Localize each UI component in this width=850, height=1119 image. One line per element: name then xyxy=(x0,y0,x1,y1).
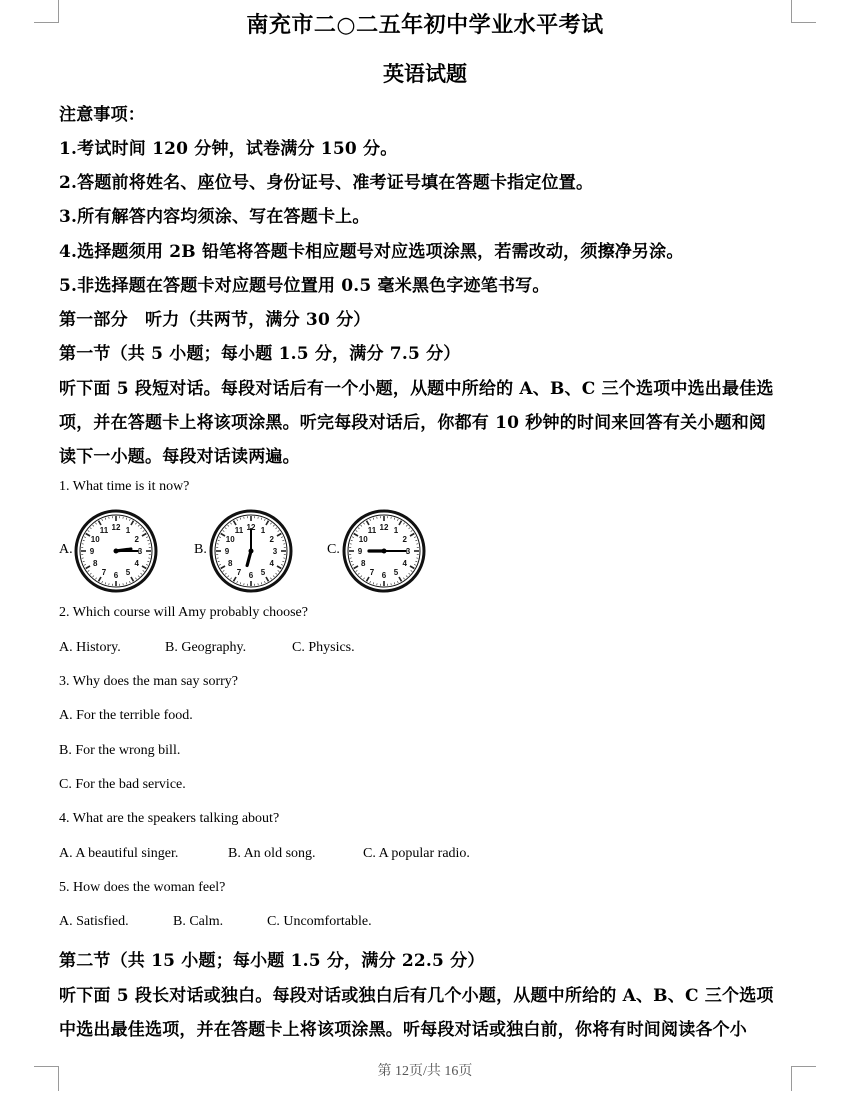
svg-text:5: 5 xyxy=(393,567,399,577)
notice-item: 1.考试时间 120 分钟，试卷满分 150 分。 xyxy=(59,139,398,159)
clock-option-label: B. xyxy=(194,542,207,557)
svg-text:3: 3 xyxy=(272,547,278,556)
svg-text:10: 10 xyxy=(358,535,368,544)
svg-text:3: 3 xyxy=(405,547,411,556)
svg-text:1: 1 xyxy=(260,526,266,536)
option-c: C. Physics. xyxy=(292,640,355,655)
svg-text:2: 2 xyxy=(269,535,275,544)
section2-instruction: 中选出最佳选项，并在答题卡上将该项涂黑。听每段对话或独白前，你将有时间阅读各个小 xyxy=(59,1020,747,1040)
question-2-stem: 2. Which course will Amy probably choose? xyxy=(59,605,308,620)
svg-text:5: 5 xyxy=(260,567,266,577)
svg-text:2: 2 xyxy=(134,535,140,544)
svg-text:12: 12 xyxy=(111,523,121,532)
svg-text:10: 10 xyxy=(225,535,235,544)
section1-heading: 第一节（共 5 小题；每小题 1.5 分，满分 7.5 分） xyxy=(59,344,461,364)
notice-item: 5.非选择题在答题卡对应题号位置用 0.5 毫米黑色字迹笔书写。 xyxy=(59,276,550,296)
notice-item: 2.答题前将姓名、座位号、身份证号、准考证号填在答题卡指定位置。 xyxy=(59,173,594,193)
svg-text:7: 7 xyxy=(236,567,242,577)
svg-text:6: 6 xyxy=(248,571,254,580)
question-4-options xyxy=(59,846,470,862)
option-c: C. For the bad service. xyxy=(59,777,186,792)
clock-option-label: A. xyxy=(59,542,73,557)
option-b: B. For the wrong bill. xyxy=(59,743,181,758)
clock-icon xyxy=(341,508,427,594)
clock-option-a xyxy=(59,508,169,594)
exam-title: 南充市二○二五年初中学业水平考试 xyxy=(246,12,604,38)
question-4-stem: 4. What are the speakers talking about? xyxy=(59,811,280,826)
svg-text:12: 12 xyxy=(379,523,389,532)
svg-text:4: 4 xyxy=(269,559,275,568)
svg-text:11: 11 xyxy=(234,526,244,536)
section2-heading: 第二节（共 15 小题；每小题 1.5 分，满分 22.5 分） xyxy=(59,951,485,971)
svg-text:10: 10 xyxy=(90,535,100,544)
svg-text:11: 11 xyxy=(367,526,377,536)
option-a: A. History. xyxy=(59,640,121,655)
exam-subtitle: 英语试题 xyxy=(383,61,467,86)
svg-text:6: 6 xyxy=(381,571,387,580)
clock-option-b xyxy=(194,508,304,594)
svg-text:4: 4 xyxy=(134,559,140,568)
svg-text:3: 3 xyxy=(137,547,143,556)
section1-instruction: 听下面 5 段短对话。每段对话后有一个小题，从题中所给的 A、B、C 三个选项中选出最佳选 xyxy=(59,379,774,399)
question-2-options xyxy=(59,640,355,656)
clock-icon xyxy=(208,508,294,594)
option-b: B. An old song. xyxy=(228,846,316,861)
svg-text:9: 9 xyxy=(89,547,95,556)
svg-text:5: 5 xyxy=(125,567,131,577)
option-a: A. Satisfied. xyxy=(59,914,129,929)
clock-option-label: C. xyxy=(327,542,340,557)
svg-text:6: 6 xyxy=(113,571,119,580)
question-5-stem: 5. How does the woman feel? xyxy=(59,880,226,895)
page-number: 第 12页/共 16页 xyxy=(377,1064,473,1079)
svg-text:8: 8 xyxy=(92,559,98,568)
option-c: C. A popular radio. xyxy=(363,846,470,861)
clock-icon xyxy=(73,508,159,594)
option-c: C. Uncomfortable. xyxy=(267,914,372,929)
section2-instruction: 听下面 5 段长对话或独白。每段对话或独白后有几个小题，从题中所给的 A、B、C 三个选项 xyxy=(59,986,774,1006)
svg-text:7: 7 xyxy=(101,567,107,577)
question-5-options xyxy=(59,914,372,930)
svg-text:1: 1 xyxy=(393,526,399,536)
svg-text:9: 9 xyxy=(224,547,230,556)
question-1-clock-options xyxy=(59,508,479,594)
clock-option-c xyxy=(327,508,437,594)
svg-text:4: 4 xyxy=(402,559,408,568)
svg-text:8: 8 xyxy=(360,559,366,568)
notice-item: 4.选择题须用 2B 铅笔将答题卡相应题号对应选项涂黑，若需改动，须擦净另涂。 xyxy=(59,242,684,262)
svg-text:7: 7 xyxy=(369,567,375,577)
notice-item: 3.所有解答内容均须涂、写在答题卡上。 xyxy=(59,207,370,227)
option-b: B. Geography. xyxy=(165,640,247,655)
option-a: A. For the terrible food. xyxy=(59,708,193,723)
section1-instruction: 项，并在答题卡上将该项涂黑。听完每段对话后，你都有 10 秒钟的时间来回答有关小题和阅 xyxy=(59,413,767,433)
option-b: B. Calm. xyxy=(173,914,224,929)
option-a: A. A beautiful singer. xyxy=(59,846,179,861)
question-1-stem: 1. What time is it now? xyxy=(59,479,190,494)
notice-heading: 注意事项： xyxy=(59,105,145,125)
svg-text:2: 2 xyxy=(402,535,408,544)
part1-heading: 第一部分 听力（共两节，满分 30 分） xyxy=(59,310,371,330)
svg-text:9: 9 xyxy=(357,547,363,556)
section1-instruction: 读下一小题。每段对话读两遍。 xyxy=(59,447,300,467)
svg-text:11: 11 xyxy=(99,526,109,536)
svg-text:12: 12 xyxy=(246,523,256,532)
svg-text:1: 1 xyxy=(125,526,131,536)
svg-text:8: 8 xyxy=(227,559,233,568)
question-3-stem: 3. Why does the man say sorry? xyxy=(59,674,238,689)
